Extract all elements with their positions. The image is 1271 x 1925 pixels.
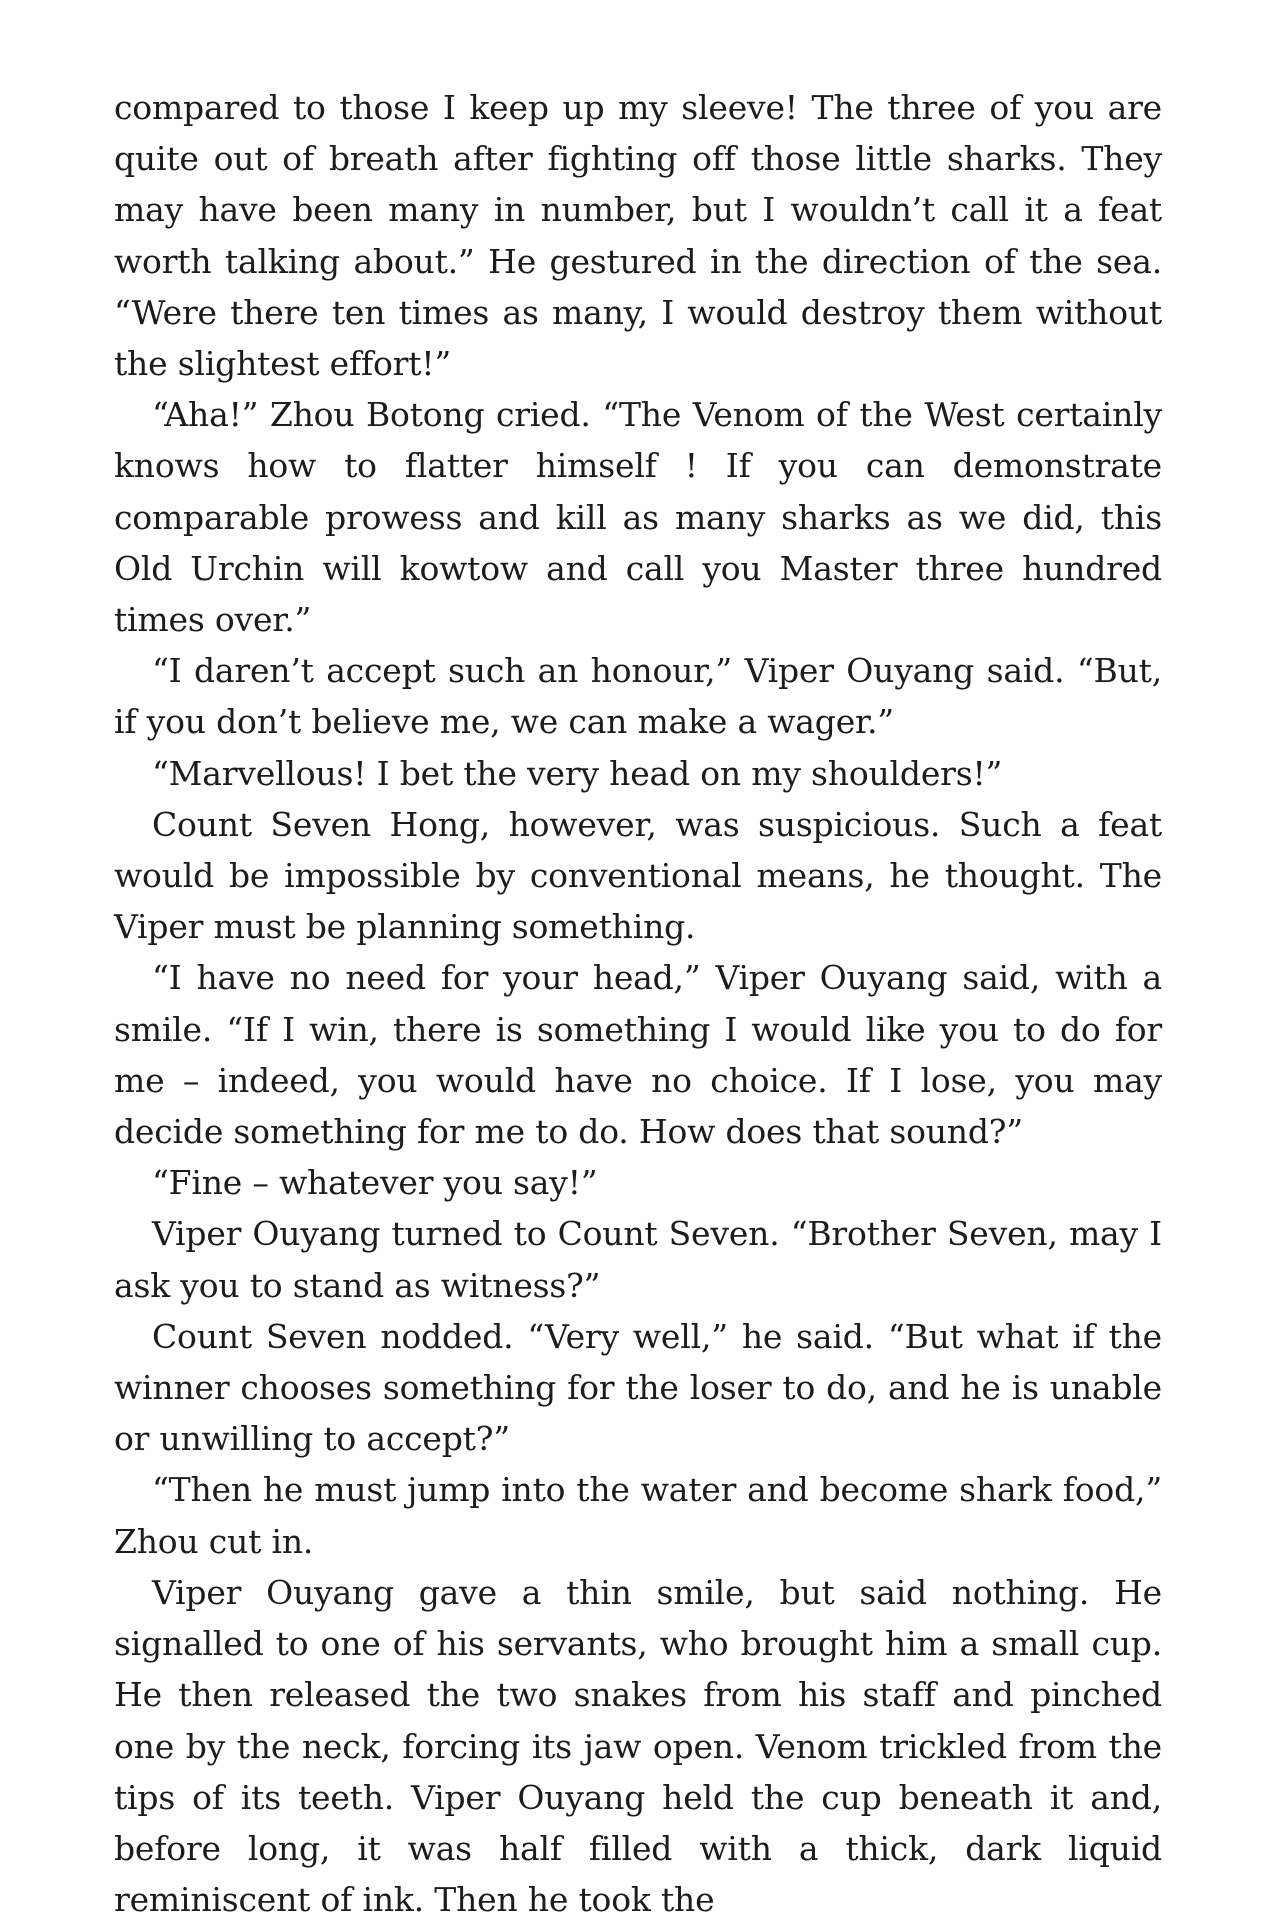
paragraph: “I daren’t accept such an honour,” Viper Ouyang said. “But, if you don’t believe me, we can make a wager.” xyxy=(114,651,1162,742)
paragraph: “I have no need for your head,” Viper Ouyang said, with a smile. “If I win, there is something I would like you to do for me – indeed, you would have no choice. If I lose, you may decide something for me to do. How does that sound?” xyxy=(114,958,1162,1152)
paragraph: “Then he must jump into the water and become shark food,” Zhou cut in. xyxy=(114,1470,1162,1561)
paragraph: Viper Ouyang turned to Count Seven. “Brother Seven, may I ask you to stand as witness?” xyxy=(114,1214,1162,1305)
paragraph: Viper Ouyang gave a thin smile, but said nothing. He signalled to one of his servants, who brought him a small cup. He then released the two snakes from his staff and pinched one by the neck, forcing its jaw open. Venom trickled from the tips of its teeth. Viper Ouyang held the cup beneath it and, before long, it was half filled with a thick, dark liquid reminiscent of ink. Then he took the xyxy=(114,1572,1162,1920)
paragraph: “Aha!” Zhou Botong cried. “The Venom of the West certainly knows how to flatter himself ! If you can demonstrate comparable prowess and kill as many sharks as we did, this Old Urchin will kowtow and call you Master three hundred times over.” xyxy=(114,395,1162,640)
paragraph: “Fine – whatever you say!” xyxy=(152,1163,598,1203)
paragraph: Count Seven nodded. “Very well,” he said. “But what if the winner chooses something for the loser to do, and he is unable or unwilling to accept?” xyxy=(114,1316,1162,1459)
paragraph: Count Seven Hong, however, was suspicious. Such a feat would be impossible by conventional means, he thought. The Viper must be planning something. xyxy=(114,804,1162,947)
paragraph: “Marvellous! I bet the very head on my shoulders!” xyxy=(152,753,1003,793)
paragraph: compared to those I keep up my sleeve! The three of you are quite out of breath after fighting off those little sharks. They may have been many in number, but I wouldn’t call it a feat worth talking about.” He gestured in the direction of the sea. “Were there ten times as many, I would destroy them without the slightest effort!” xyxy=(114,88,1162,384)
page-text xyxy=(114,82,1162,1925)
